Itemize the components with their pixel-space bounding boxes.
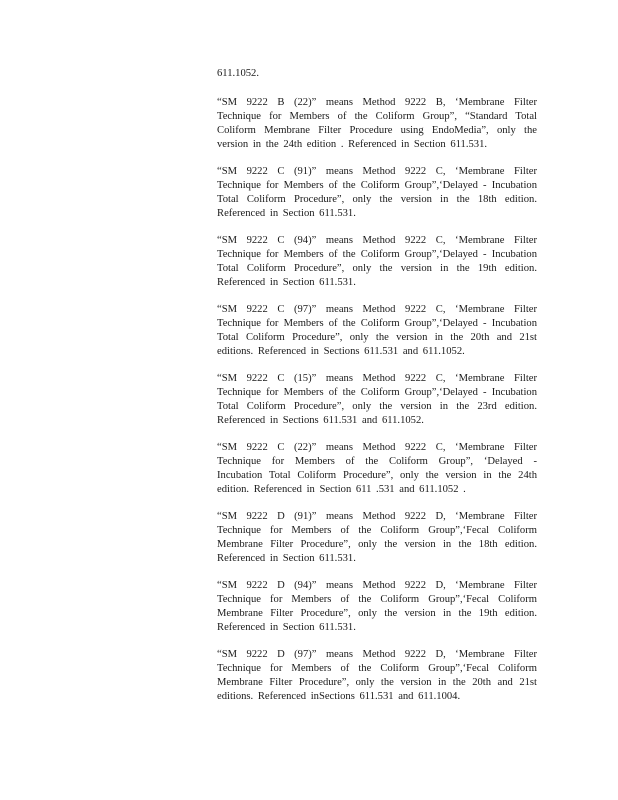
definition-sm-9222-c-22: “SM 9222 C (22)” means Method 9222 C, ‘Membrane Filter Technique for Members of the Coliform Group”, ‘Delayed - Incubation Total Coliform Procedure”, only the version in the 24th edition. Referenced in Section 611 .531 and 611.1052 . [217, 442, 537, 495]
definition-sm-9222-d-91: “SM 9222 D (91)” means Method 9222 D, ‘Membrane Filter Technique for Members of the Coliform Group”,‘Fecal Coliform Membrane Filter Procedure”, only the version in the 18th edition. Referenced in Section 611.531. [217, 511, 537, 564]
definition-sm-9222-c-97: “SM 9222 C (97)” means Method 9222 C, ‘Membrane Filter Technique for Members of the Coliform Group”,‘Delayed - Incubation Total Coliform Procedure”, only the version in the 20th and 21st editions. Referenced in Sections 611.531 and 611.1052. [217, 304, 537, 357]
definition-sm-9222-c-15: “SM 9222 C (15)” means Method 9222 C, ‘Membrane Filter Technique for Members of the Coliform Group”,‘Delayed - Incubation Total Coliform Procedure”, only the version in the 23rd edition. Referenced in Sections 611.531 and 611.1052. [217, 373, 537, 426]
definition-sm-9222-b-22: “SM 9222 B (22)” means Method 9222 B, ‘Membrane Filter Technique for Members of the Coliform Group”, “Standard Total Coliform Membrane Filter Procedure using EndoMedia”, only the version in the 24th edition . Referenced in Section 611.531. [217, 97, 537, 150]
definition-sm-9222-d-97: “SM 9222 D (97)” means Method 9222 D, ‘Membrane Filter Technique for Members of the Coliform Group”,‘Fecal Coliform Membrane Filter Procedure”, only the version in the 20th and 21st editions. Referenced inSections 611.531 and 611.1004. [217, 649, 537, 702]
definition-sm-9222-d-94: “SM 9222 D (94)” means Method 9222 D, ‘Membrane Filter Technique for Members of the Coliform Group”,‘Fecal Coliform Membrane Filter Procedure”, only the version in the 19th edition. Referenced in Section 611.531. [217, 580, 537, 633]
definition-sm-9222-c-94: “SM 9222 C (94)” means Method 9222 C, ‘Membrane Filter Technique for Members of the Coliform Group”,‘Delayed - Incubation Total Coliform Procedure”, only the version in the 19th edition. Referenced in Section 611.531. [217, 235, 537, 288]
section-reference-continuation: 611.1052. [217, 68, 259, 79]
document-body [217, 67, 537, 717]
definition-sm-9222-c-91: “SM 9222 C (91)” means Method 9222 C, ‘Membrane Filter Technique for Members of the Coliform Group”,‘Delayed - Incubation Total Coliform Procedure”, only the version in the 18th edition. Referenced in Section 611.531. [217, 166, 537, 219]
